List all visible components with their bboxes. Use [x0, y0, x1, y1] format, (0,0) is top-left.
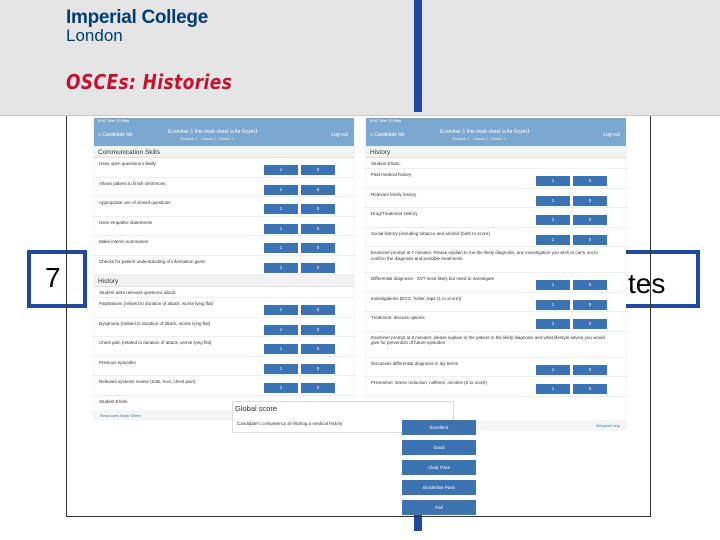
list-item: Student Elicits — [94, 396, 354, 416]
logo-line2: London — [66, 26, 123, 45]
criterion-row — [366, 169, 626, 189]
score-0-button[interactable]: 0 — [301, 344, 335, 354]
score-1-button[interactable]: 1 — [536, 384, 570, 394]
slide-title: OSCEs: Histories — [66, 70, 233, 94]
score-1-button[interactable]: 1 — [536, 196, 570, 206]
score-1-button[interactable]: 1 — [536, 176, 570, 186]
criterion-row — [94, 318, 354, 338]
criterion-label: Dyspnoea (related to duration of attack, worse lying flat) — [99, 320, 211, 326]
section-communication: Communication Skills — [94, 146, 354, 158]
logout-button[interactable]: Log out — [331, 132, 348, 138]
section-history: History — [366, 146, 626, 158]
score-0-button[interactable]: 0 — [301, 325, 335, 335]
logout-button[interactable]: Log out — [603, 132, 620, 138]
score-0-button[interactable]: 0 — [301, 364, 335, 374]
subheading-row: Student Elicits: — [366, 158, 626, 169]
back-button[interactable]: < Candidate list — [370, 132, 405, 138]
criterion-label: Differential diagnosis - SVT most likely but need to investigate — [371, 276, 495, 281]
section-history: History — [94, 275, 354, 287]
criterion-row — [94, 357, 354, 377]
score-1-button[interactable]: 1 — [264, 243, 298, 253]
criterion-label: Drug/Treatment History — [371, 211, 418, 216]
criterion-label: Social history (including tobacco and alcohol (both to score) — [371, 230, 490, 236]
examiner-label: Examiner 1 this mark sheet is for Exam1 — [168, 129, 258, 135]
score-1-button[interactable]: 1 — [264, 185, 298, 195]
global-score-option-button[interactable]: Borderline Pass — [402, 480, 476, 495]
criterion-label: Treatment: discuss options — [371, 315, 425, 320]
subheading-row: Student asks relevant questions about: — [94, 287, 354, 298]
criterion-row — [366, 247, 626, 273]
score-1-button[interactable]: 1 — [536, 365, 570, 375]
score-0-button[interactable]: 0 — [301, 305, 335, 315]
criterion-row — [94, 298, 354, 318]
score-1-button[interactable]: 1 — [536, 215, 570, 225]
criterion-label: Make interim summaries — [99, 239, 149, 244]
criterion-row — [366, 332, 626, 358]
criterion-label: Uses empathic statements — [99, 219, 153, 225]
criterion-row — [366, 228, 626, 248]
request-help-link[interactable]: Request help — [596, 423, 620, 428]
score-0-button[interactable]: 0 — [573, 235, 607, 245]
score-1-button[interactable]: 1 — [264, 305, 298, 315]
criterion-row — [366, 273, 626, 293]
examiner-label: Examiner 1 this mark sheet is for Exam1 — [440, 129, 530, 135]
criterion-label: Palpitations (related to duration of attack, worse lying flat) — [99, 301, 214, 306]
criterion-row — [366, 293, 626, 313]
criterion-label: Discusses differential diagnosis in lay terms — [371, 360, 458, 366]
criterion-row — [366, 208, 626, 228]
right-tablet-screen — [366, 118, 626, 430]
status-bar: 10:47 Mar 13 May — [94, 118, 354, 125]
criterion-label: Examiner prompt at 7 minutes: Please explain to me the likely diagnosis, any investigation you wish to carry out to confirm the diagnosis and possible treatments — [371, 250, 598, 261]
score-1-button[interactable]: 1 — [264, 263, 298, 273]
score-0-button[interactable]: 0 — [573, 196, 607, 206]
criterion-row — [366, 358, 626, 378]
score-1-button[interactable]: 1 — [264, 325, 298, 335]
score-1-button[interactable]: 1 — [264, 165, 298, 175]
score-0-button[interactable]: 0 — [573, 280, 607, 290]
criterion-label: Prevention: stress reduction, caffeine, nicotine (2 to score) — [371, 380, 487, 385]
nav-bar — [366, 125, 626, 146]
score-0-button[interactable]: 0 — [301, 263, 335, 273]
criterion-row — [366, 312, 626, 332]
criterion-label: Allows patient to finish sentences — [99, 180, 166, 186]
global-score-option-button[interactable]: Excellent — [402, 420, 476, 435]
criterion-label: Investigations (ECG, holter, tape (1 to score)) — [371, 295, 462, 301]
score-0-button[interactable]: 0 — [301, 165, 335, 175]
score-1-button[interactable]: 1 — [264, 344, 298, 354]
score-0-button[interactable]: 0 — [301, 243, 335, 253]
criterion-label: Past medical history — [371, 172, 412, 177]
criterion-row — [94, 236, 354, 256]
score-1-button[interactable]: 1 — [536, 319, 570, 329]
criterion-row — [94, 158, 354, 178]
global-score-option-button[interactable]: Clear Pass — [402, 460, 476, 475]
criterion-row — [366, 377, 626, 397]
criterion-label: Chest pain (related to duration of attack, worse lying flat) — [99, 340, 212, 345]
criterion-row — [94, 217, 354, 237]
left-tablet-screen — [94, 118, 354, 420]
score-1-button[interactable]: 1 — [264, 204, 298, 214]
score-0-button[interactable]: 0 — [573, 176, 607, 186]
criterion-label: Appropriate use of closed questions — [99, 200, 171, 205]
criterion-row — [94, 178, 354, 198]
score-0-button[interactable]: 0 — [573, 384, 607, 394]
score-0-button[interactable]: 0 — [573, 319, 607, 329]
criterion-label: Previous episodes — [99, 359, 136, 365]
global-score-title: Global score — [235, 404, 278, 413]
score-0-button[interactable]: 0 — [301, 224, 335, 234]
slide-header — [0, 0, 720, 116]
right-box-text: tes — [628, 268, 666, 299]
global-score-question: Candidate's competency at eliciting a medical history — [237, 421, 343, 426]
nav-bar — [94, 125, 354, 146]
left-box-text: 7 — [45, 262, 61, 293]
footer-tab-labels[interactable]: Resources Mark Sheet — [100, 413, 141, 418]
session-label: Session 1 · Circuit 1 · Room 1 — [180, 136, 234, 141]
criterion-row — [366, 189, 626, 209]
score-1-button[interactable]: 1 — [536, 280, 570, 290]
criterion-label: Relevant systems review (SoB, SoA, chest pain) — [99, 379, 196, 384]
back-button[interactable]: < Candidate list — [98, 132, 133, 138]
score-1-button[interactable]: 1 — [536, 300, 570, 310]
criterion-row — [94, 376, 354, 396]
criterion-label: Uses open questions initially — [99, 161, 156, 166]
global-score-option-button[interactable]: Good — [402, 440, 476, 455]
score-1-button[interactable]: 1 — [264, 383, 298, 393]
score-1-button[interactable]: 1 — [536, 235, 570, 245]
score-0-button[interactable]: 0 — [301, 204, 335, 214]
criterion-label: Checks for patient understanding of information given — [99, 258, 206, 264]
status-bar: 10:47 Mar 13 May — [366, 118, 626, 125]
criterion-label: Relevant family history — [371, 191, 417, 197]
score-0-button[interactable]: 0 — [573, 300, 607, 310]
score-0-button[interactable]: 0 — [573, 215, 607, 225]
score-0-button[interactable]: 0 — [301, 383, 335, 393]
criterion-label: Examiner prompt at 8 minutes: please explain to the patient in the likely diagnosis and what lifestyle advice you would give for prevention of future episodes — [371, 334, 605, 345]
score-0-button[interactable]: 0 — [573, 365, 607, 375]
score-1-button[interactable]: 1 — [264, 364, 298, 374]
divider-bar-top — [414, 0, 422, 112]
criterion-row — [94, 337, 354, 357]
score-1-button[interactable]: 1 — [264, 224, 298, 234]
criterion-row — [94, 256, 354, 276]
score-0-button[interactable]: 0 — [301, 185, 335, 195]
global-score-option-button[interactable]: Fail — [402, 500, 476, 515]
session-label: Session 1 · Circuit 1 · Room 1 — [452, 136, 506, 141]
criterion-row — [94, 197, 354, 217]
logo-line1: Imperial College — [66, 7, 208, 28]
